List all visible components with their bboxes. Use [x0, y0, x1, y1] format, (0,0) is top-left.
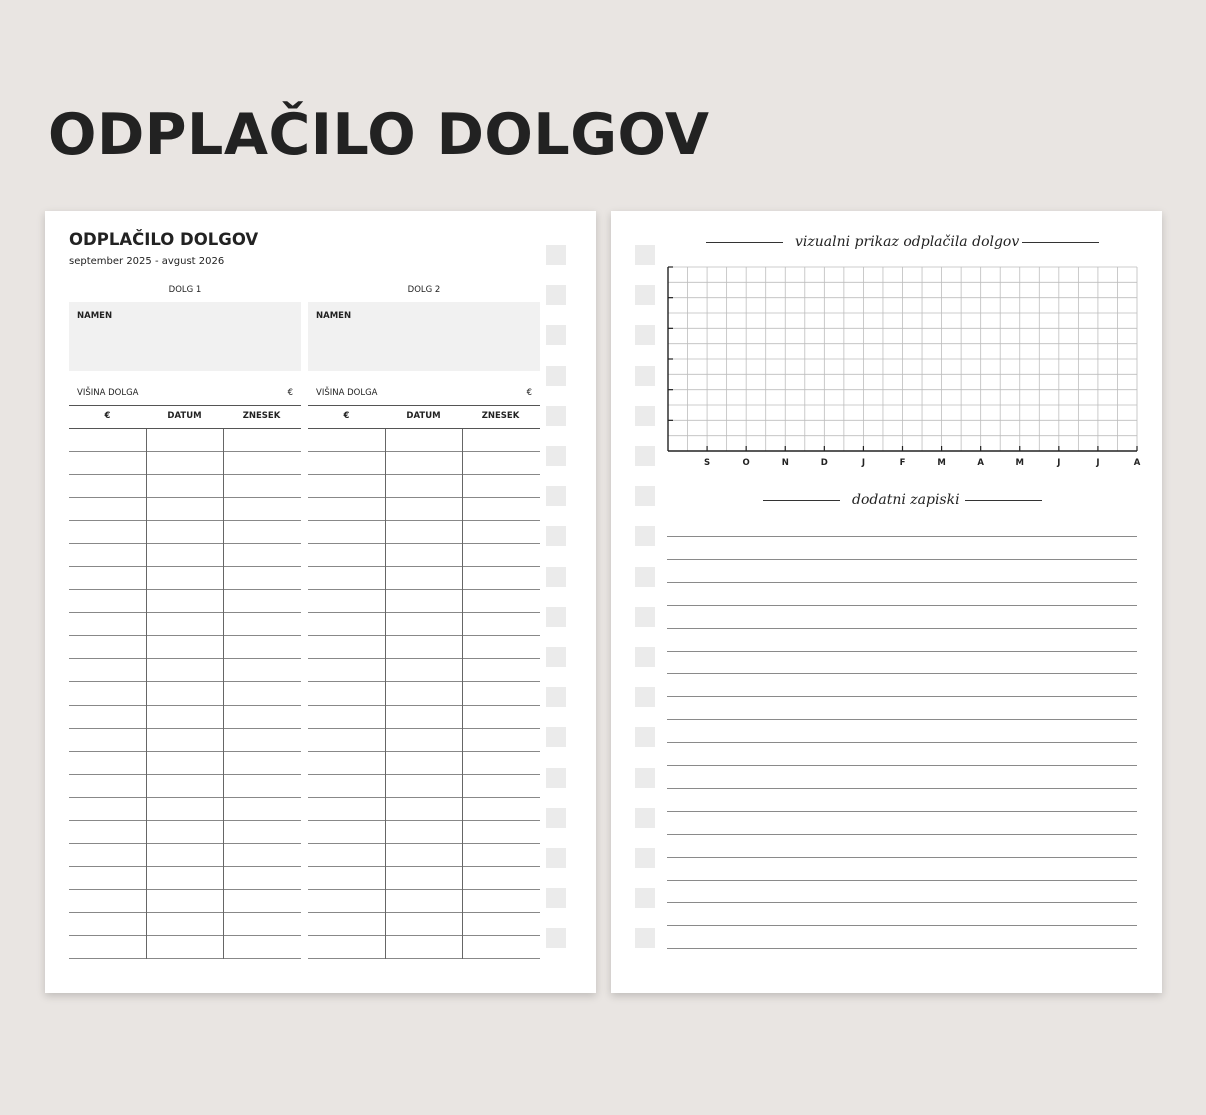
debt-label: DOLG 2 — [407, 285, 441, 295]
chart-grid — [668, 267, 1137, 451]
note-line — [667, 536, 1137, 537]
note-line — [667, 582, 1137, 583]
page-tab[interactable] — [546, 848, 566, 868]
table-column-line — [146, 429, 147, 959]
table-row-line — [308, 889, 540, 890]
note-line — [667, 834, 1137, 835]
hero-title: ODPLAČILO DOLGOV — [48, 102, 710, 168]
table-row-line — [308, 705, 540, 706]
column-header: DATUM — [406, 411, 441, 421]
table-row-line — [308, 866, 540, 867]
table-row-line — [308, 797, 540, 798]
x-tick-label: N — [781, 458, 789, 468]
table-header — [308, 407, 540, 427]
debt-1 — [69, 283, 301, 421]
namen-field[interactable] — [69, 302, 301, 371]
table-row-line — [308, 497, 540, 498]
table-row-line — [308, 589, 540, 590]
table-row-line — [69, 451, 301, 452]
note-line — [667, 925, 1137, 926]
table-row-line — [69, 705, 301, 706]
table-row-line — [69, 474, 301, 475]
table-row-line — [69, 774, 301, 775]
x-tick-label: J — [1057, 458, 1061, 468]
table-row-line — [69, 497, 301, 498]
column-header: ZNESEK — [481, 411, 520, 421]
namen-label: NAMEN — [316, 311, 352, 321]
page-tab[interactable] — [546, 727, 566, 747]
page-tab[interactable] — [635, 888, 655, 908]
page-tab[interactable] — [635, 567, 655, 587]
payment-table[interactable] — [308, 428, 540, 959]
x-tick-label: O — [742, 458, 750, 468]
page-tab[interactable] — [546, 325, 566, 345]
x-tick-label: M — [937, 458, 946, 468]
page-tab[interactable] — [546, 607, 566, 627]
table-row-line — [69, 681, 301, 682]
page-tab[interactable] — [546, 808, 566, 828]
table-row-line — [308, 912, 540, 913]
page-tab[interactable] — [546, 687, 566, 707]
x-tick-label: S — [704, 458, 711, 468]
note-line — [667, 651, 1137, 652]
column-header: ZNESEK — [242, 411, 281, 421]
debt-amount-field[interactable] — [308, 385, 540, 406]
page-tab[interactable] — [546, 285, 566, 305]
column-header: € — [343, 411, 350, 421]
table-row-line — [69, 889, 301, 890]
page-tab[interactable] — [635, 928, 655, 948]
table-row-line — [308, 751, 540, 752]
page-tab[interactable] — [635, 727, 655, 747]
page-tab[interactable] — [635, 768, 655, 788]
page-tab[interactable] — [546, 768, 566, 788]
note-line — [667, 811, 1137, 812]
table-column-line — [462, 429, 463, 959]
table-row-line — [69, 797, 301, 798]
notes-heading: dodatni zapiski — [852, 492, 960, 508]
page-tab[interactable] — [546, 366, 566, 386]
table-row-line — [308, 543, 540, 544]
table-row-line — [69, 820, 301, 821]
table-row-line — [308, 820, 540, 821]
table-row-line — [69, 751, 301, 752]
note-line — [667, 628, 1137, 629]
x-tick-label: A — [1133, 458, 1141, 468]
table-row-line — [308, 658, 540, 659]
page-tab[interactable] — [546, 486, 566, 506]
note-line — [667, 788, 1137, 789]
page-tab[interactable] — [635, 848, 655, 868]
page-tab[interactable] — [635, 808, 655, 828]
note-line — [667, 605, 1137, 606]
page-tab[interactable] — [546, 446, 566, 466]
x-tick-label: J — [861, 458, 866, 468]
debt-amount-field[interactable] — [69, 385, 301, 406]
page-tab[interactable] — [635, 486, 655, 506]
table-row-line — [308, 728, 540, 729]
table-row-line — [69, 935, 301, 936]
page-tab[interactable] — [635, 607, 655, 627]
table-row-line — [308, 958, 540, 959]
table-row-line — [69, 658, 301, 659]
page-tab[interactable] — [546, 526, 566, 546]
table-row-line — [69, 635, 301, 636]
page-tab[interactable] — [546, 647, 566, 667]
table-row-line — [69, 589, 301, 590]
table-row-line — [69, 728, 301, 729]
page-tab[interactable] — [546, 567, 566, 587]
amount-label: VIŠINA DOLGA — [77, 388, 139, 398]
table-row-line — [69, 912, 301, 913]
page-title: ODPLAČILO DOLGOV — [69, 230, 259, 249]
page-tab[interactable] — [635, 526, 655, 546]
table-row-line — [308, 774, 540, 775]
table-row-line — [69, 566, 301, 567]
column-header: € — [104, 411, 111, 421]
left-page — [45, 211, 596, 993]
note-line — [667, 719, 1137, 720]
right-page — [611, 211, 1162, 993]
x-tick-label: J — [1096, 458, 1100, 468]
note-line — [667, 696, 1137, 697]
table-row-line — [308, 451, 540, 452]
currency-symbol: € — [526, 388, 532, 398]
currency-symbol: € — [287, 388, 293, 398]
table-row-line — [308, 612, 540, 613]
table-row-line — [69, 612, 301, 613]
table-row-line — [308, 843, 540, 844]
note-line — [667, 948, 1137, 949]
table-column-line — [385, 429, 386, 959]
table-row-line — [308, 635, 540, 636]
note-line — [667, 742, 1137, 743]
payment-table[interactable] — [69, 428, 301, 959]
heading-rule — [763, 500, 840, 501]
table-header — [69, 407, 301, 427]
table-column-line — [223, 429, 224, 959]
page-tab[interactable] — [546, 406, 566, 426]
debt-label: DOLG 1 — [168, 285, 202, 295]
note-line — [667, 559, 1137, 560]
table-row-line — [69, 958, 301, 959]
note-line — [667, 902, 1137, 903]
table-row-line — [69, 543, 301, 544]
page-tab[interactable] — [546, 245, 566, 265]
table-row-line — [308, 566, 540, 567]
chart-x-labels — [704, 458, 1141, 468]
x-tick-label: D — [820, 458, 828, 468]
page-tab[interactable] — [546, 888, 566, 908]
x-tick-label: M — [1015, 458, 1024, 468]
namen-label: NAMEN — [77, 311, 113, 321]
repayment-chart[interactable] — [611, 211, 1162, 481]
heading-rule — [965, 500, 1042, 501]
column-header: DATUM — [167, 411, 202, 421]
note-line — [667, 765, 1137, 766]
debt-2 — [308, 283, 540, 421]
amount-label: VIŠINA DOLGA — [316, 388, 378, 398]
note-line — [667, 673, 1137, 674]
date-range: september 2025 - avgust 2026 — [69, 256, 225, 267]
note-line — [667, 880, 1137, 881]
page-tab[interactable] — [635, 647, 655, 667]
page-tab[interactable] — [546, 928, 566, 948]
note-line — [667, 857, 1137, 858]
x-tick-label: A — [977, 458, 984, 468]
chart-heading: vizualni prikaz odplačila dolgov — [795, 234, 1020, 250]
table-row-line — [69, 866, 301, 867]
table-row-line — [69, 843, 301, 844]
table-row-line — [308, 935, 540, 936]
page-tab[interactable] — [635, 687, 655, 707]
table-row-line — [69, 520, 301, 521]
x-tick-label: F — [899, 458, 906, 468]
table-row-line — [308, 520, 540, 521]
table-row-line — [308, 474, 540, 475]
namen-field[interactable] — [308, 302, 540, 371]
table-row-line — [308, 681, 540, 682]
